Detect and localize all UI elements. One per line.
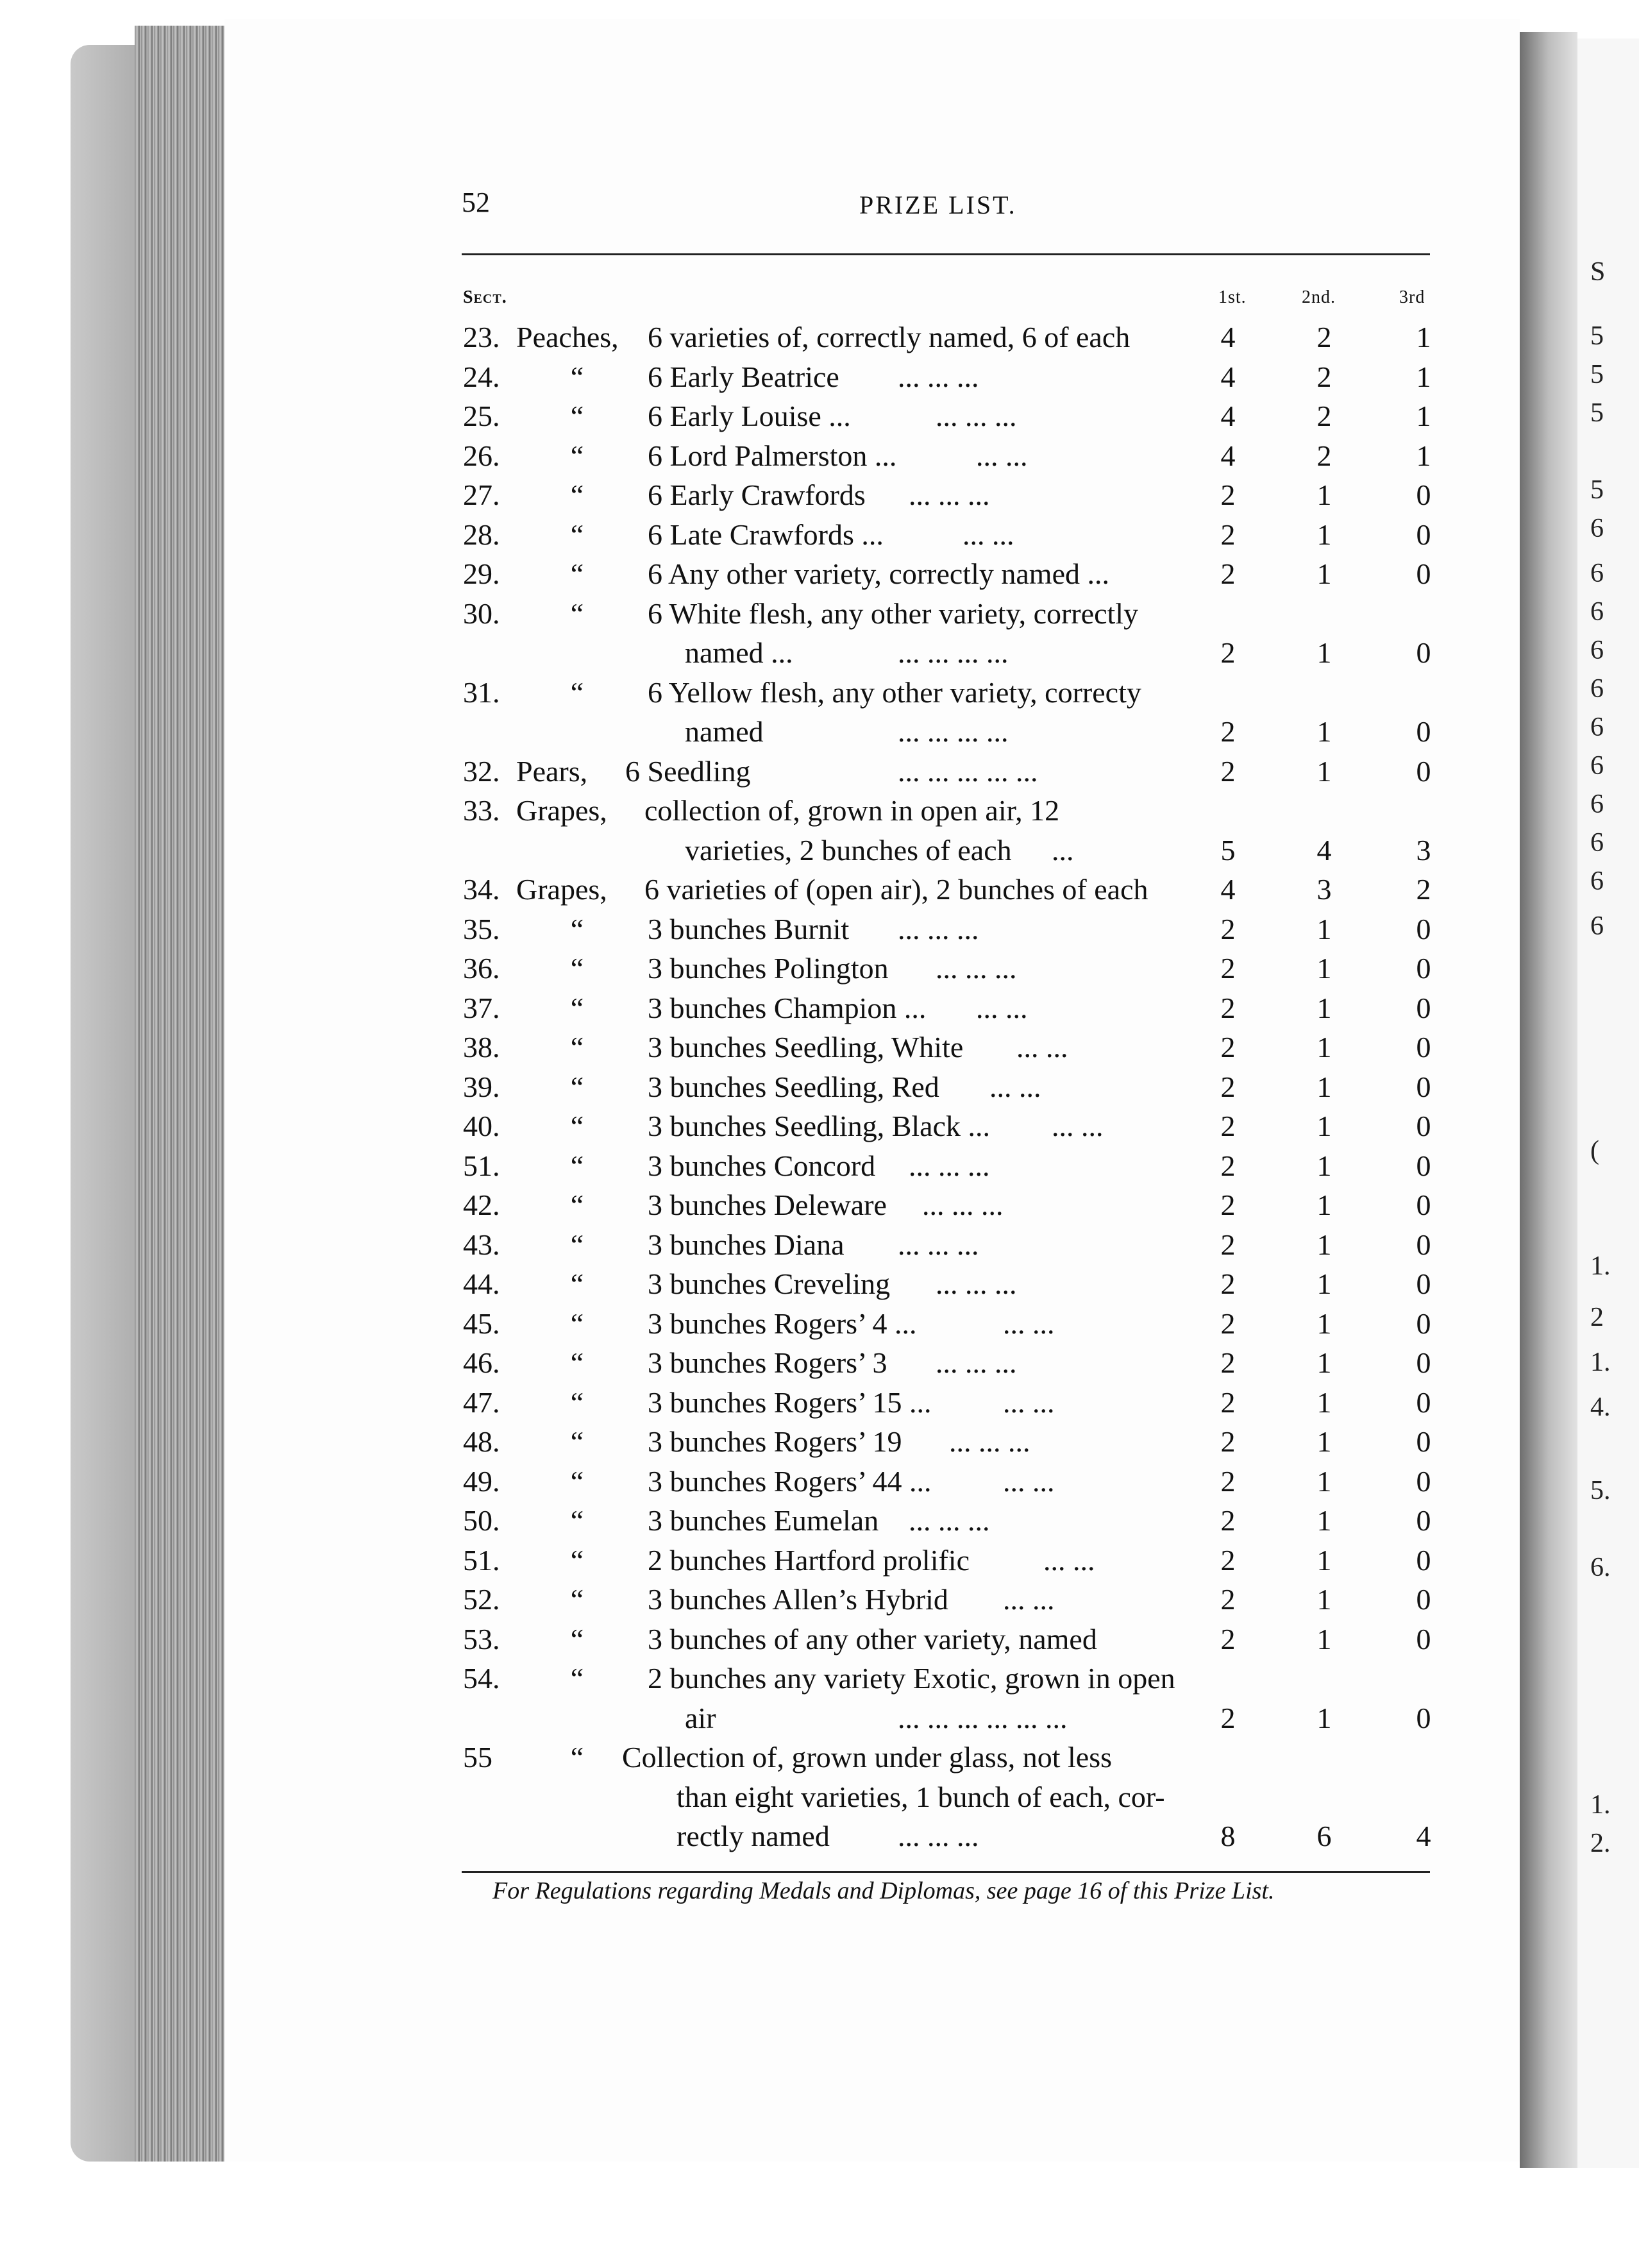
prize-second: 1 <box>1316 636 1332 669</box>
next-page-fragment: 5 <box>1590 398 1604 428</box>
entry-lead: Pears, <box>516 754 588 788</box>
prize-first: 2 <box>1220 636 1236 669</box>
leader-dots: ... ... ... <box>936 1346 1017 1379</box>
leader-dots: ... ... <box>1003 1583 1055 1616</box>
prize-third: 0 <box>1416 1307 1431 1340</box>
prize-second: 1 <box>1316 952 1332 985</box>
entry-description: 2 bunches Hartford prolific <box>648 1543 970 1577</box>
section-number: 49. <box>463 1464 500 1498</box>
ditto-mark: “ <box>570 1070 584 1103</box>
entry-description: 3 bunches Burnit <box>648 912 850 945</box>
next-page-fragment: 6 <box>1590 674 1604 704</box>
ditto-mark: “ <box>570 478 584 511</box>
prize-third: 0 <box>1416 1070 1431 1103</box>
page-edges <box>135 26 224 2162</box>
prize-third: 0 <box>1416 1504 1431 1537</box>
leader-dots: ... ... <box>1016 1031 1068 1063</box>
section-number: 51. <box>463 1543 500 1577</box>
leader-dots: ... ... ... <box>949 1425 1030 1458</box>
ditto-mark: “ <box>570 597 584 630</box>
section-number: 39. <box>463 1070 500 1103</box>
next-page-fragment: S <box>1590 257 1606 287</box>
entry-lead: Peaches, <box>516 321 619 353</box>
leader-dots: ... ... <box>976 991 1028 1024</box>
ditto-mark: “ <box>570 1622 584 1655</box>
ditto-mark: “ <box>570 1110 584 1142</box>
ditto-mark: “ <box>570 1583 584 1616</box>
section-number: 43. <box>463 1228 500 1261</box>
entry-description: 3 bunches Seedling, Red <box>648 1070 939 1103</box>
prize-third: 0 <box>1416 518 1431 551</box>
next-page-fragment: 1. <box>1590 1790 1611 1820</box>
section-number: 30. <box>463 597 500 630</box>
ditto-mark: “ <box>570 1307 584 1340</box>
prize-second: 4 <box>1316 833 1332 867</box>
ditto-mark: “ <box>570 991 584 1024</box>
entry-description: 3 bunches Rogers’ 44 ... <box>648 1464 932 1498</box>
entry-description: 3 bunches of any other variety, named <box>648 1622 1097 1655</box>
column-head-sect: Sect. <box>463 287 507 307</box>
prize-second: 1 <box>1316 991 1332 1024</box>
prize-third: 0 <box>1416 715 1431 748</box>
entry-description: 6 Seedling <box>625 754 751 788</box>
entry-description: named <box>685 715 764 748</box>
prize-third: 2 <box>1416 873 1431 906</box>
next-page-fragment: 6 <box>1590 790 1604 819</box>
section-number: 29. <box>463 557 500 590</box>
prize-second: 1 <box>1316 1149 1332 1182</box>
prize-second: 1 <box>1316 1307 1332 1340</box>
section-number: 55 <box>463 1741 492 1773</box>
next-page-fragment: 6 <box>1590 751 1604 781</box>
prize-first: 2 <box>1220 1583 1236 1616</box>
prize-second: 1 <box>1316 557 1332 590</box>
leader-dots: ... ... ... <box>898 1228 979 1261</box>
leader-dots: ... ... <box>1003 1464 1055 1498</box>
prize-second: 1 <box>1316 518 1332 551</box>
entry-description: 6 White flesh, any other variety, correctly <box>648 597 1139 630</box>
section-number: 33. <box>463 794 500 827</box>
prize-second: 2 <box>1316 360 1332 393</box>
ditto-mark: “ <box>570 1149 584 1182</box>
footer-rule <box>462 1871 1430 1873</box>
leader-dots: ... ... ... <box>909 478 990 511</box>
entry-description: 6 Early Beatrice <box>648 360 839 393</box>
prize-first: 2 <box>1220 1070 1236 1103</box>
prize-first: 2 <box>1220 1110 1236 1142</box>
entry-description: 3 bunches Rogers’ 19 <box>648 1425 902 1458</box>
prize-first: 2 <box>1220 715 1236 748</box>
section-number: 44. <box>463 1267 500 1300</box>
prize-first: 2 <box>1220 1543 1236 1577</box>
prize-first: 2 <box>1220 1701 1236 1734</box>
prize-first: 5 <box>1220 833 1236 867</box>
prize-third: 0 <box>1416 1701 1431 1734</box>
entry-description: 3 bunches Eumelan <box>648 1504 879 1537</box>
prize-first: 2 <box>1220 557 1236 590</box>
entry-description: varieties, 2 bunches of each <box>685 833 1012 867</box>
prize-second: 1 <box>1316 1583 1332 1616</box>
prize-third: 0 <box>1416 1149 1431 1182</box>
section-number: 48. <box>463 1425 500 1458</box>
next-page-fragment: 6 <box>1590 597 1604 627</box>
entry-description: 3 bunches Diana <box>648 1228 845 1261</box>
next-page-fragment: 5 <box>1590 321 1604 351</box>
prize-first: 2 <box>1220 518 1236 551</box>
entry-description: 6 Early Louise ... <box>648 400 851 432</box>
section-number: 37. <box>463 991 500 1024</box>
prize-third: 0 <box>1416 557 1431 590</box>
next-page-fragment: 6 <box>1590 636 1604 665</box>
entry-description: Collection of, grown under glass, not less <box>622 1741 1113 1773</box>
leader-dots: ... ... ... <box>898 1820 979 1852</box>
prize-first: 4 <box>1220 360 1236 393</box>
leader-dots: ... ... ... ... ... ... <box>898 1701 1068 1734</box>
section-number: 53. <box>463 1622 500 1655</box>
next-page-fragment: 2. <box>1590 1829 1611 1858</box>
prize-first: 2 <box>1220 1189 1236 1221</box>
prize-second: 1 <box>1316 1346 1332 1379</box>
prize-third: 0 <box>1416 1228 1431 1261</box>
entry-description: named ... <box>685 636 793 669</box>
leader-dots: ... ... ... <box>936 1267 1017 1300</box>
entry-description: 3 bunches Polington <box>648 952 889 985</box>
entry-description: 3 bunches Rogers’ 3 <box>648 1346 887 1379</box>
prize-second: 1 <box>1316 1543 1332 1577</box>
leader-dots: ... ... ... <box>898 912 979 945</box>
prize-first: 2 <box>1220 1425 1236 1458</box>
prize-third: 0 <box>1416 991 1431 1024</box>
entry-description: 3 bunches Champion ... <box>648 991 927 1024</box>
prize-second: 1 <box>1316 1110 1332 1142</box>
prize-first: 2 <box>1220 1267 1236 1300</box>
ditto-mark: “ <box>570 912 584 945</box>
running-title: PRIZE LIST. <box>859 190 1017 219</box>
next-page-fragment: ( <box>1590 1136 1599 1165</box>
gutter-shadow <box>1520 32 1577 2168</box>
prize-first: 2 <box>1220 1346 1236 1379</box>
entry-description: 6 varieties of (open air), 2 bunches of each <box>644 873 1148 906</box>
leader-dots: ... ... ... <box>922 1189 1004 1221</box>
prize-third: 1 <box>1416 400 1431 432</box>
entry-description: 6 Any other variety, correctly named ... <box>648 557 1109 590</box>
prize-second: 1 <box>1316 1031 1332 1063</box>
entry-description: rectly named <box>677 1820 830 1852</box>
ditto-mark: “ <box>570 675 584 709</box>
prize-second: 1 <box>1316 1070 1332 1103</box>
prize-third: 1 <box>1416 360 1431 393</box>
leader-dots: ... ... <box>976 439 1028 472</box>
leader-dots: ... ... <box>1003 1307 1055 1340</box>
prize-first: 4 <box>1220 400 1236 432</box>
entry-description: 6 Late Crawfords ... <box>648 518 884 551</box>
next-page-fragment: 5 <box>1590 360 1604 389</box>
prize-second: 1 <box>1316 715 1332 748</box>
leader-dots: ... ... <box>1052 1110 1104 1142</box>
leader-dots: ... ... ... ... <box>898 636 1009 669</box>
ditto-mark: “ <box>570 1741 584 1773</box>
prize-third: 1 <box>1416 439 1431 472</box>
prize-second: 3 <box>1316 873 1332 906</box>
leader-dots: ... ... ... <box>936 952 1017 985</box>
next-page-fragment: 5. <box>1590 1476 1611 1505</box>
entry-description: than eight varieties, 1 bunch of each, cor- <box>677 1780 1165 1813</box>
prize-third: 0 <box>1416 1189 1431 1221</box>
next-page-fragment: 6 <box>1590 828 1604 858</box>
prize-second: 1 <box>1316 1464 1332 1498</box>
prize-first: 2 <box>1220 1385 1236 1419</box>
section-number: 25. <box>463 400 500 432</box>
leader-dots: ... ... ... <box>909 1149 990 1182</box>
ditto-mark: “ <box>570 1228 584 1261</box>
prize-first: 4 <box>1220 439 1236 472</box>
leader-dots: ... ... ... <box>936 400 1017 432</box>
column-head-third: 3rd <box>1399 287 1425 307</box>
prize-third: 0 <box>1416 1385 1431 1419</box>
section-number: 34. <box>463 873 500 906</box>
entry-description: 3 bunches Seedling, Black ... <box>648 1110 991 1142</box>
next-page-edge <box>1577 38 1639 2168</box>
section-number: 40. <box>463 1110 500 1142</box>
section-number: 23. <box>463 321 500 353</box>
leader-dots: ... ... <box>1043 1543 1095 1577</box>
ditto-mark: “ <box>570 439 584 472</box>
page-header <box>462 186 1430 224</box>
section-number: 27. <box>463 478 500 511</box>
ditto-mark: “ <box>570 1189 584 1221</box>
prize-first: 2 <box>1220 1504 1236 1537</box>
entry-description: 3 bunches Seedling, White <box>648 1031 964 1063</box>
section-number: 26. <box>463 439 500 472</box>
section-number: 46. <box>463 1346 500 1379</box>
prize-first: 4 <box>1220 321 1236 353</box>
prize-first: 2 <box>1220 952 1236 985</box>
leader-dots: ... ... <box>962 518 1014 551</box>
prize-second: 1 <box>1316 912 1332 945</box>
entry-lead: Grapes, <box>516 873 607 906</box>
section-number: 35. <box>463 912 500 945</box>
entry-description: 3 bunches Creveling <box>648 1267 891 1300</box>
section-number: 28. <box>463 518 500 551</box>
prize-second: 1 <box>1316 1701 1332 1734</box>
prize-third: 0 <box>1416 1031 1431 1063</box>
prize-second: 1 <box>1316 1425 1332 1458</box>
prize-third: 0 <box>1416 1622 1431 1655</box>
column-head-second: 2nd. <box>1302 287 1336 307</box>
section-number: 32. <box>463 754 500 788</box>
next-page-fragment: 6 <box>1590 559 1604 588</box>
prize-third: 0 <box>1416 754 1431 788</box>
section-number: 38. <box>463 1031 500 1063</box>
leader-dots: ... ... ... <box>898 360 979 393</box>
entry-description: 3 bunches Allen’s Hybrid <box>648 1583 948 1616</box>
prize-first: 2 <box>1220 1149 1236 1182</box>
prize-second: 2 <box>1316 400 1332 432</box>
prize-second: 2 <box>1316 321 1332 353</box>
leader-dots: ... ... ... <box>909 1504 990 1537</box>
leader-dots: ... ... ... ... <box>898 715 1009 748</box>
next-page-fragment: 1. <box>1590 1251 1611 1281</box>
ditto-mark: “ <box>570 1031 584 1063</box>
footer-note: For Regulations regarding Medals and Diplomas, see page 16 of this Prize List. <box>492 1877 1275 1904</box>
ditto-mark: “ <box>570 360 584 393</box>
prize-second: 1 <box>1316 1189 1332 1221</box>
ditto-mark: “ <box>570 518 584 551</box>
prize-third: 0 <box>1416 1464 1431 1498</box>
entry-description: 6 Yellow flesh, any other variety, correcty <box>648 675 1141 709</box>
entry-description: 3 bunches Rogers’ 4 ... <box>648 1307 917 1340</box>
prize-third: 0 <box>1416 1346 1431 1379</box>
prize-third: 0 <box>1416 952 1431 985</box>
entry-description: 6 Lord Palmerston ... <box>648 439 897 472</box>
entry-description: 3 bunches Concord <box>648 1149 876 1182</box>
column-head-first: 1st. <box>1218 287 1247 307</box>
next-page-fragment: 2 <box>1590 1303 1604 1332</box>
entry-description: 3 bunches Rogers’ 15 ... <box>648 1385 932 1419</box>
prize-second: 1 <box>1316 1504 1332 1537</box>
prize-third: 0 <box>1416 636 1431 669</box>
leader-dots: ... ... ... ... ... <box>898 754 1038 788</box>
entry-lead: Grapes, <box>516 794 607 827</box>
prize-second: 1 <box>1316 1228 1332 1261</box>
prize-third: 3 <box>1416 833 1431 867</box>
ditto-mark: “ <box>570 1504 584 1537</box>
leader-dots: ... ... <box>1003 1385 1055 1419</box>
prize-third: 0 <box>1416 912 1431 945</box>
next-page-fragment: 1. <box>1590 1348 1611 1377</box>
prize-second: 1 <box>1316 1385 1332 1419</box>
prize-second: 1 <box>1316 1267 1332 1300</box>
ditto-mark: “ <box>570 1464 584 1498</box>
ditto-mark: “ <box>570 1267 584 1300</box>
next-page-fragment: 6 <box>1590 867 1604 896</box>
ditto-mark: “ <box>570 1543 584 1577</box>
prize-first: 2 <box>1220 754 1236 788</box>
ditto-mark: “ <box>570 557 584 590</box>
ditto-mark: “ <box>570 400 584 432</box>
next-page-fragment: 6 <box>1590 514 1604 543</box>
prize-first: 2 <box>1220 1307 1236 1340</box>
next-page-fragment: 5 <box>1590 475 1604 505</box>
section-number: 52. <box>463 1583 500 1616</box>
prize-first: 8 <box>1220 1820 1236 1852</box>
prize-first: 2 <box>1220 478 1236 511</box>
section-number: 54. <box>463 1662 500 1695</box>
entry-description: air <box>685 1701 716 1734</box>
section-number: 42. <box>463 1189 500 1221</box>
prize-third: 0 <box>1416 1543 1431 1577</box>
prize-first: 2 <box>1220 1622 1236 1655</box>
prize-third: 0 <box>1416 1425 1431 1458</box>
next-page-fragment: 6 <box>1590 911 1604 941</box>
leader-dots: ... <box>1052 833 1074 867</box>
prize-first: 2 <box>1220 1228 1236 1261</box>
section-number: 50. <box>463 1504 500 1537</box>
next-page-fragment: 6 <box>1590 713 1604 742</box>
prize-second: 1 <box>1316 1622 1332 1655</box>
next-page-fragment: 4. <box>1590 1392 1611 1422</box>
prize-third: 0 <box>1416 1267 1431 1300</box>
prize-first: 2 <box>1220 1464 1236 1498</box>
section-number: 45. <box>463 1307 500 1340</box>
entry-description: 3 bunches Deleware <box>648 1189 887 1221</box>
prize-third: 0 <box>1416 1583 1431 1616</box>
ditto-mark: “ <box>570 1425 584 1458</box>
prize-third: 4 <box>1416 1820 1431 1852</box>
next-page-fragment: 6. <box>1590 1553 1611 1582</box>
prize-first: 2 <box>1220 991 1236 1024</box>
prize-third: 0 <box>1416 478 1431 511</box>
section-number: 47. <box>463 1385 500 1419</box>
leader-dots: ... ... <box>989 1070 1041 1103</box>
header-rule <box>462 253 1430 255</box>
section-number: 24. <box>463 360 500 393</box>
prize-second: 1 <box>1316 478 1332 511</box>
ditto-mark: “ <box>570 1346 584 1379</box>
prize-second: 1 <box>1316 754 1332 788</box>
ditto-mark: “ <box>570 1385 584 1419</box>
entry-description: 2 bunches any variety Exotic, grown in open <box>648 1662 1175 1695</box>
prize-first: 4 <box>1220 873 1236 906</box>
entry-description: collection of, grown in open air, 12 <box>644 794 1060 827</box>
entry-description: 6 Early Crawfords <box>648 478 866 511</box>
section-number: 51. <box>463 1149 500 1182</box>
prize-third: 0 <box>1416 1110 1431 1142</box>
prize-second: 6 <box>1316 1820 1332 1852</box>
prize-first: 2 <box>1220 912 1236 945</box>
prize-first: 2 <box>1220 1031 1236 1063</box>
ditto-mark: “ <box>570 952 584 985</box>
page-number: 52 <box>462 187 490 218</box>
section-number: 31. <box>463 675 500 709</box>
prize-second: 2 <box>1316 439 1332 472</box>
section-number: 36. <box>463 952 500 985</box>
entry-description: 6 varieties of, correctly named, 6 of each <box>648 321 1130 353</box>
ditto-mark: “ <box>570 1662 584 1695</box>
prize-third: 1 <box>1416 321 1431 353</box>
